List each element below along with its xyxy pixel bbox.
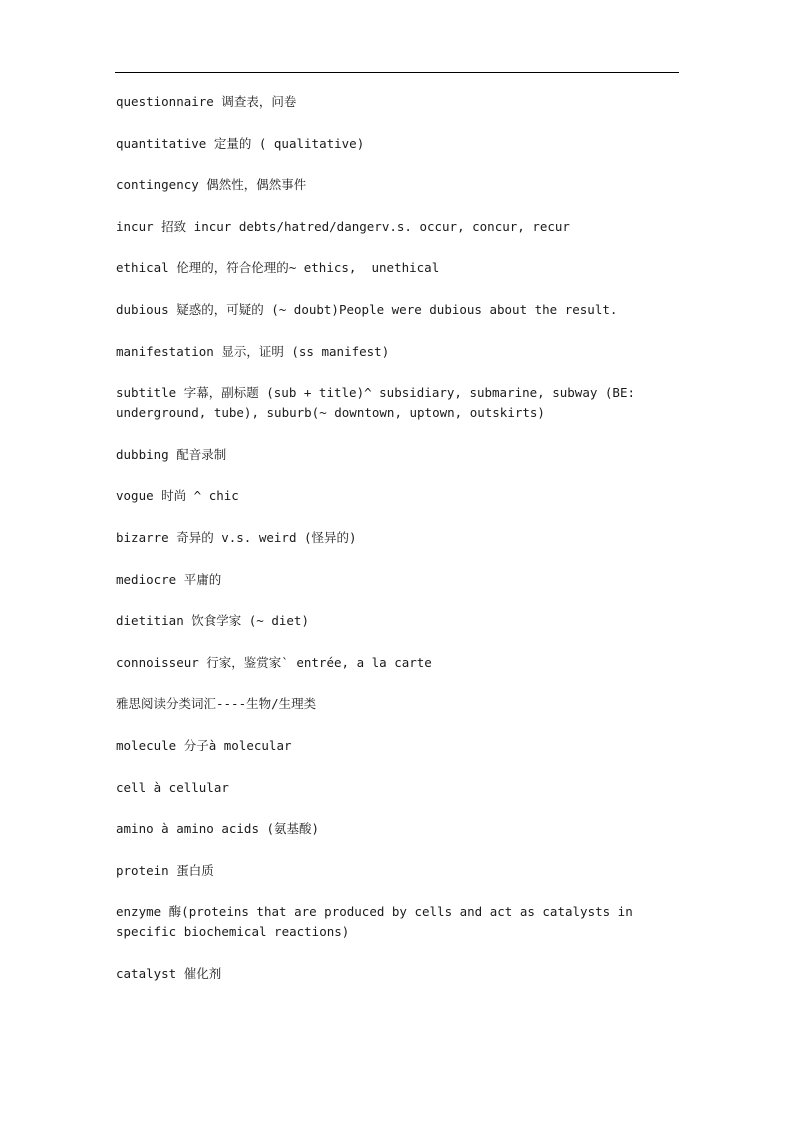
vocab-entry-incur: incur 招致 incur debts/hatred/dangerv.s. occur, concur, recur [116, 218, 570, 234]
vocab-entry-amino: amino à amino acids (氨基酸) [116, 821, 320, 837]
vocabulary-list [116, 92, 678, 1005]
vocab-entry-bizarre: bizarre 奇异的 v.s. weird (怪异的) [116, 529, 357, 545]
vocab-entry-questionnaire: questionnaire 调查表，问卷 [116, 94, 297, 109]
vocab-entry-dietitian: dietitian 饮食学家 (~ diet) [116, 613, 309, 629]
vocab-entry-subtitle: subtitle 字幕，副标题 (sub + title)^ subsidiary, submarine, subway (BE: underground, tube), suburb(~ downtown, uptown, outskirts) [116, 385, 643, 421]
vocab-entry-dubious: dubious 疑惑的，可疑的 (~ doubt)People were dubious about the result. [116, 301, 618, 317]
vocab-entry-mediocre: mediocre 平庸的 [116, 571, 222, 587]
vocab-entry-connoisseur: connoisseur 行家，鉴赏家` entrée, a la carte [116, 654, 432, 670]
vocab-entry-molecule: molecule 分子à molecular [116, 737, 292, 753]
vocab-entry-enzyme: enzyme 酶(proteins that are produced by cells and act as catalysts in specific biochemical reactions) [116, 904, 641, 940]
vocab-entry-quantitative: quantitative 定量的 ( qualitative) [116, 135, 365, 151]
header-rule [115, 72, 679, 73]
vocab-entry-protein: protein 蛋白质 [116, 862, 214, 878]
vocab-entry-dubbing: dubbing 配音录制 [116, 446, 227, 462]
vocab-entry-ethical: ethical 伦理的，符合伦理的~ ethics, unethical [116, 260, 440, 276]
vocab-entry-catalyst: catalyst 催化剂 [116, 965, 222, 981]
vocab-entry-cell: cell à cellular [116, 779, 229, 795]
section-heading-biology: 雅思阅读分类词汇----生物/生理类 [116, 696, 317, 712]
vocab-entry-vogue: vogue 时尚 ^ chic [116, 488, 239, 504]
vocab-entry-manifestation: manifestation 显示，证明 (ss manifest) [116, 343, 390, 359]
vocab-entry-contingency: contingency 偶然性，偶然事件 [116, 177, 307, 193]
